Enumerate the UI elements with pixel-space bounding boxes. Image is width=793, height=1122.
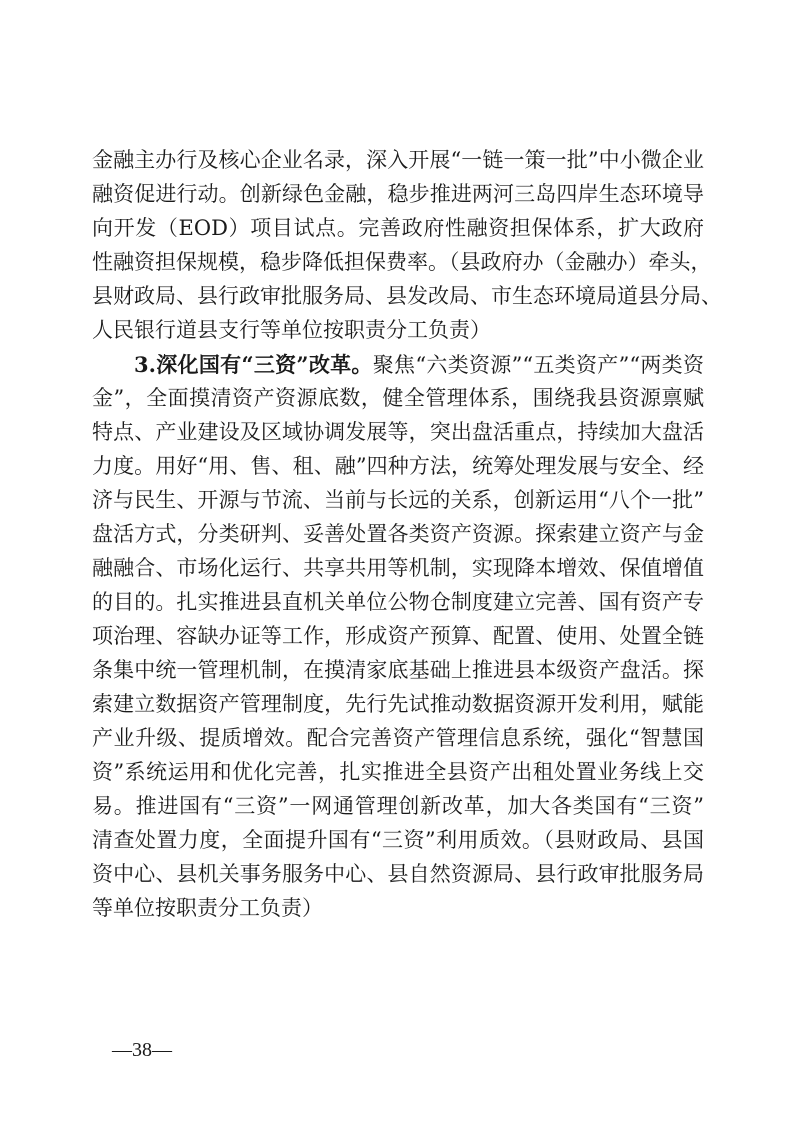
- paragraph-line: 融融合、市场化运行、共享共用等机制，实现降本增效、保值增值: [92, 556, 704, 580]
- paragraph-line: 金融主办行及核心企业名录，深入开展“一链一策一批”中小微企业: [92, 148, 704, 172]
- paragraph-line: 人民银行道县支行等单位按职责分工负责）: [92, 318, 491, 342]
- section-first-line: [134, 348, 704, 381]
- paragraph-line: 金”，全面摸清资产资源底数，健全管理体系，围绕我县资源禀赋: [92, 386, 704, 410]
- paragraph-line: 县财政局、县行政审批服务局、县发改局、市生态环境局道县分局、: [92, 284, 722, 308]
- section-first-line-text: 聚焦“六类资源”“五类资产”“两类资: [372, 353, 704, 377]
- paragraph-line: 条集中统一管理机制，在摸清家底基础上推进县本级资产盘活。探: [92, 658, 704, 682]
- paragraph-line: 等单位按职责分工负责）: [92, 896, 323, 920]
- paragraph-line: 济与民生、开源与节流、当前与长远的关系，创新运用“八个一批”: [92, 488, 704, 512]
- paragraph-line: 向开发（EOD）项目试点。完善政府性融资担保体系，扩大政府: [92, 216, 704, 240]
- page-number: —38—: [112, 1039, 172, 1061]
- paragraph-line: 融资促进行动。创新绿色金融，稳步推进两河三岛四岸生态环境导: [92, 182, 704, 206]
- paragraph-line: 索建立数据资产管理制度，先行先试推动数据资源开发利用，赋能: [92, 692, 704, 716]
- paragraph-line: 特点、产业建设及区域协调发展等，突出盘活重点，持续加大盘活: [92, 420, 704, 444]
- paragraph-line: 产业升级、提质增效。配合完善资产管理信息系统，强化“智慧国: [92, 726, 704, 750]
- paragraph-line: 易。推进国有“三资”一网通管理创新改革，加大各类国有“三资”: [92, 794, 704, 818]
- paragraph-line: 资”系统运用和优化完善，扎实推进全县资产出租处置业务线上交: [92, 760, 704, 784]
- paragraph-line: 盘活方式，分类研判、妥善处置各类资产资源。探索建立资产与金: [92, 522, 704, 546]
- paragraph-line: 力度。用好“用、售、租、融”四种方法，统筹处理发展与安全、经: [92, 454, 704, 478]
- paragraph-line: 的目的。扎实推进县直机关单位公物仓制度建立完善、国有资产专: [92, 590, 704, 614]
- section-heading: 3.深化国有“三资”改革。: [134, 352, 373, 377]
- paragraph-line: 清查处置力度，全面提升国有“三资”利用质效。（县财政局、县国: [92, 828, 704, 852]
- paragraph-line: 资中心、县机关事务服务中心、县自然资源局、县行政审批服务局: [92, 862, 704, 886]
- paragraph-line: 项治理、容缺办证等工作，形成资产预算、配置、使用、处置全链: [92, 624, 704, 648]
- paragraph-line: 性融资担保规模，稳步降低担保费率。（县政府办（金融办）牵头，: [92, 250, 712, 274]
